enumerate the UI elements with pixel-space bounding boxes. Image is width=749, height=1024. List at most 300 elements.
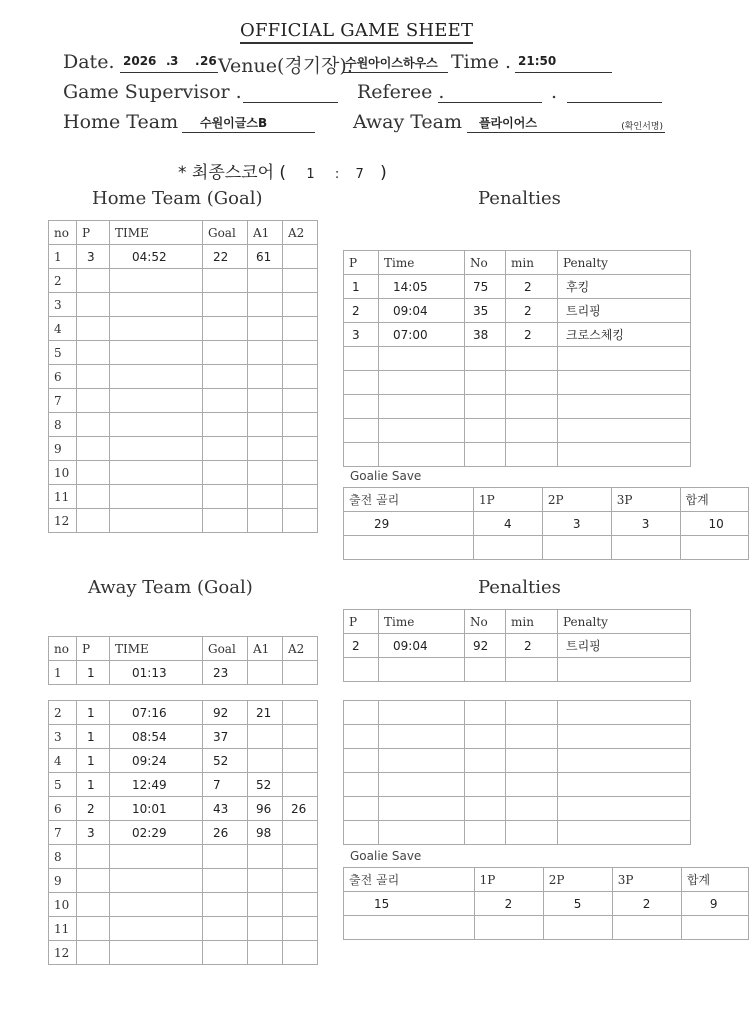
table-cell[interactable]: 2 [506,299,558,323]
table-cell[interactable] [283,725,318,749]
table-cell[interactable] [474,916,543,940]
table-row [344,371,691,395]
table-cell[interactable]: 04:52 [110,245,203,269]
table-cell[interactable] [110,845,203,869]
table-cell[interactable] [248,461,283,485]
table-cell[interactable] [379,347,465,371]
table-cell[interactable] [77,437,110,461]
table-cell[interactable] [283,485,318,509]
table-cell[interactable]: 4 [49,317,77,341]
table-row [344,916,749,940]
table-cell[interactable] [110,941,203,965]
table-cell[interactable]: 02:29 [110,821,203,845]
table-cell[interactable]: 2 [49,701,77,725]
table-cell[interactable] [612,916,681,940]
table-row [49,485,318,509]
table-cell[interactable] [506,749,558,773]
table-cell[interactable] [110,461,203,485]
table-cell[interactable] [465,797,506,821]
table-cell[interactable] [248,869,283,893]
table-cell[interactable]: 52 [203,749,248,773]
final-score-close: ) [380,163,387,183]
final-score-home: 1 [306,167,315,182]
table-cell[interactable]: 1 [77,701,110,725]
table-cell[interactable] [110,317,203,341]
table-cell[interactable]: 22 [203,245,248,269]
table-cell[interactable]: 트리핑 [558,634,691,658]
table-cell[interactable]: 3 [49,725,77,749]
column-header: Penalty [558,610,691,634]
table-cell[interactable] [77,365,110,389]
away-team-field[interactable] [467,112,665,133]
table-cell[interactable] [283,245,318,269]
table-cell[interactable]: 1 [77,773,110,797]
table-cell[interactable]: 37 [203,725,248,749]
table-cell[interactable] [379,797,465,821]
table-cell[interactable] [506,701,558,725]
table-cell[interactable]: 2 [474,892,543,916]
table-cell[interactable] [248,509,283,533]
table-cell[interactable] [506,371,558,395]
referee-label: Referee . [357,81,445,103]
table-cell[interactable] [344,371,379,395]
table-cell[interactable] [110,509,203,533]
table-cell[interactable] [558,443,691,467]
table-cell[interactable] [203,461,248,485]
table-cell[interactable] [465,371,506,395]
table-cell[interactable]: 2 [344,634,379,658]
table-cell[interactable]: 14:05 [379,275,465,299]
table-cell[interactable] [465,725,506,749]
table-cell[interactable]: 98 [248,821,283,845]
table-cell[interactable] [379,773,465,797]
table-cell[interactable] [77,293,110,317]
table-cell[interactable] [203,941,248,965]
table-cell[interactable] [379,701,465,725]
table-cell[interactable] [203,509,248,533]
table-cell[interactable]: 1 [77,749,110,773]
home-goalie-title: Goalie Save [350,469,422,483]
table-cell[interactable] [77,269,110,293]
table-cell[interactable] [379,725,465,749]
table-cell[interactable] [465,419,506,443]
table-cell[interactable] [558,701,691,725]
table-cell[interactable] [283,701,318,725]
table-cell[interactable] [248,269,283,293]
table-cell[interactable]: 07:16 [110,701,203,725]
table-cell[interactable]: 38 [465,323,506,347]
table-cell[interactable] [203,413,248,437]
table-cell[interactable]: 2 [344,299,379,323]
table-cell[interactable]: 후킹 [558,275,691,299]
table-cell[interactable] [344,443,379,467]
table-cell[interactable]: 2 [612,892,681,916]
table-cell[interactable] [77,941,110,965]
table-cell[interactable] [379,749,465,773]
table-cell[interactable]: 29 [344,512,474,536]
table-cell[interactable] [506,347,558,371]
table-cell[interactable] [681,916,748,940]
table-cell[interactable] [110,413,203,437]
table-cell[interactable] [248,317,283,341]
table-cell[interactable] [248,389,283,413]
table-cell[interactable]: 12 [49,941,77,965]
table-cell[interactable]: 트리핑 [558,299,691,323]
table-cell[interactable] [465,773,506,797]
table-cell[interactable] [465,443,506,467]
table-cell[interactable] [203,845,248,869]
table-cell[interactable]: 52 [248,773,283,797]
table-cell[interactable] [203,365,248,389]
column-header: No [465,610,506,634]
table-cell[interactable]: 6 [49,797,77,821]
table-cell[interactable]: 08:54 [110,725,203,749]
table-cell[interactable] [379,658,465,682]
table-cell[interactable] [474,536,543,560]
table-cell[interactable]: 5 [543,892,612,916]
table-cell[interactable] [77,389,110,413]
table-cell[interactable] [283,869,318,893]
table-cell[interactable] [203,893,248,917]
table-cell[interactable] [77,893,110,917]
table-cell[interactable]: 43 [203,797,248,821]
table-cell[interactable] [77,317,110,341]
table-cell[interactable] [110,269,203,293]
table-cell[interactable] [77,413,110,437]
table-cell[interactable]: 9 [681,892,748,916]
table-cell[interactable]: 2 [506,634,558,658]
table-cell[interactable]: 2 [77,797,110,821]
table-cell[interactable]: 11 [49,485,77,509]
table-cell[interactable] [248,413,283,437]
table-row [344,725,691,749]
table-row [344,419,691,443]
table-cell[interactable] [248,893,283,917]
table-cell[interactable]: 01:13 [110,661,203,685]
table-cell[interactable]: 2 [506,275,558,299]
table-cell[interactable]: 4 [474,512,543,536]
table-cell[interactable]: 15 [344,892,475,916]
table-cell[interactable]: 6 [49,365,77,389]
table-cell[interactable]: 2 [49,269,77,293]
home-goal-table [48,220,318,533]
table-cell[interactable]: 10 [49,893,77,917]
table-cell[interactable] [248,293,283,317]
table-cell[interactable] [558,797,691,821]
table-cell[interactable] [379,371,465,395]
table-cell[interactable]: 10 [49,461,77,485]
sign-note: (확인서명) [621,122,663,132]
table-cell[interactable]: 4 [49,749,77,773]
table-cell[interactable]: 21 [248,701,283,725]
table-cell[interactable] [465,347,506,371]
table-cell[interactable] [344,658,379,682]
table-row [49,821,318,845]
table-cell[interactable] [558,821,691,845]
supervisor-label: Game Supervisor . [63,81,242,103]
table-cell[interactable]: 3 [49,293,77,317]
table-cell[interactable]: 7 [203,773,248,797]
table-cell[interactable]: 9 [49,869,77,893]
table-cell[interactable]: 10 [680,512,748,536]
table-cell[interactable] [558,658,691,682]
table-cell[interactable]: 3 [542,512,611,536]
column-header: 3P [612,868,681,892]
table-cell[interactable] [506,419,558,443]
table-cell[interactable] [203,269,248,293]
referee2-field[interactable] [567,82,662,103]
table-cell[interactable] [506,395,558,419]
time-label: Time . [451,51,512,73]
table-cell[interactable] [344,797,379,821]
table-cell[interactable] [379,443,465,467]
table-cell[interactable] [77,461,110,485]
table-cell[interactable] [558,725,691,749]
table-cell[interactable] [344,419,379,443]
table-cell[interactable] [203,293,248,317]
table-cell[interactable] [77,845,110,869]
table-cell[interactable] [283,269,318,293]
table-cell[interactable]: 10:01 [110,797,203,821]
table-cell[interactable] [379,395,465,419]
table-cell[interactable] [465,821,506,845]
table-cell[interactable] [465,658,506,682]
referee-field[interactable] [438,82,542,103]
table-cell[interactable]: 09:04 [379,634,465,658]
table-row [49,389,318,413]
column-header: A1 [248,637,283,661]
table-cell[interactable] [77,341,110,365]
table-cell[interactable] [248,845,283,869]
table-cell[interactable]: 09:24 [110,749,203,773]
table-cell[interactable] [344,347,379,371]
table-row [344,821,691,845]
table-cell[interactable]: 12:49 [110,773,203,797]
table-cell[interactable] [506,773,558,797]
home-goal-title: Home Team (Goal) [92,188,263,209]
table-cell[interactable] [77,869,110,893]
column-header: 1P [474,868,543,892]
table-row [49,317,318,341]
table-cell[interactable] [506,725,558,749]
table-cell[interactable] [248,941,283,965]
table-cell[interactable] [379,821,465,845]
table-row [344,634,691,658]
supervisor-field[interactable] [243,82,338,103]
table-cell[interactable] [283,661,318,685]
table-cell[interactable] [344,916,475,940]
table-cell[interactable] [283,365,318,389]
table-cell[interactable] [344,725,379,749]
table-cell[interactable]: 92 [465,634,506,658]
table-cell[interactable] [248,661,283,685]
table-cell[interactable] [283,509,318,533]
table-cell[interactable] [110,293,203,317]
table-cell[interactable]: 12 [49,509,77,533]
table-cell[interactable] [558,347,691,371]
table-cell[interactable] [248,341,283,365]
table-cell[interactable]: 3 [77,821,110,845]
table-cell[interactable] [283,389,318,413]
table-cell[interactable] [203,485,248,509]
column-header: 3P [611,488,680,512]
table-cell[interactable] [379,419,465,443]
table-cell[interactable] [506,797,558,821]
table-cell[interactable] [203,869,248,893]
table-cell[interactable]: 61 [248,245,283,269]
final-score [178,158,387,183]
table-cell[interactable]: 1 [49,245,77,269]
table-cell[interactable]: 5 [49,341,77,365]
table-cell[interactable]: 1 [344,275,379,299]
table-cell[interactable]: 09:04 [379,299,465,323]
venue-field[interactable] [342,52,448,73]
table-cell[interactable] [283,773,318,797]
table-cell[interactable] [283,341,318,365]
table-cell[interactable]: 1 [77,661,110,685]
time-field[interactable] [515,52,612,73]
table-cell[interactable]: 96 [248,797,283,821]
column-header: A2 [283,637,318,661]
table-cell[interactable]: 07:00 [379,323,465,347]
date-day: 26 [200,54,217,68]
table-row [49,773,318,797]
table-cell[interactable]: 2 [506,323,558,347]
table-cell[interactable] [558,749,691,773]
away-penalties-table-extra [343,700,691,845]
table-cell[interactable] [506,821,558,845]
table-cell[interactable] [506,443,558,467]
table-cell[interactable]: 75 [465,275,506,299]
away-goal-table [48,700,318,965]
table-cell[interactable] [465,749,506,773]
table-cell[interactable] [283,437,318,461]
table-cell[interactable] [203,917,248,941]
table-cell[interactable]: 3 [77,245,110,269]
table-cell[interactable]: 8 [49,845,77,869]
table-row [344,536,749,560]
home-team-field[interactable] [182,112,315,133]
date-year: 2026 [123,54,157,68]
table-cell[interactable] [680,536,748,560]
table-row [49,365,318,389]
table-cell[interactable]: 1 [49,661,77,685]
table-cell[interactable] [77,485,110,509]
table-cell[interactable] [344,749,379,773]
table-cell[interactable] [542,536,611,560]
table-cell[interactable] [203,437,248,461]
table-cell[interactable] [283,293,318,317]
table-cell[interactable]: 3 [611,512,680,536]
table-cell[interactable] [110,485,203,509]
table-cell[interactable] [465,701,506,725]
table-cell[interactable] [465,395,506,419]
table-cell[interactable]: 35 [465,299,506,323]
table-cell[interactable] [77,917,110,941]
table-cell[interactable] [283,941,318,965]
table-cell[interactable] [344,536,474,560]
table-cell[interactable]: 9 [49,437,77,461]
date-label: Date. [63,51,115,73]
table-cell[interactable] [558,419,691,443]
table-cell[interactable]: 5 [49,773,77,797]
table-cell[interactable] [248,485,283,509]
table-cell[interactable]: 92 [203,701,248,725]
table-cell[interactable] [248,917,283,941]
table-cell[interactable]: 7 [49,389,77,413]
column-header: 2P [543,868,612,892]
table-cell[interactable] [110,917,203,941]
table-cell[interactable] [283,917,318,941]
table-cell[interactable] [283,317,318,341]
table-row [49,245,318,269]
table-cell[interactable] [344,821,379,845]
table-cell[interactable]: 26 [203,821,248,845]
table-cell[interactable] [283,893,318,917]
table-cell[interactable] [203,389,248,413]
table-cell[interactable] [283,749,318,773]
column-header: 1P [474,488,543,512]
table-cell[interactable] [248,725,283,749]
table-cell[interactable] [283,413,318,437]
column-header: TIME [110,221,203,245]
table-cell[interactable] [110,365,203,389]
table-row [49,941,318,965]
referee-separator: . [551,81,558,103]
table-cell[interactable] [110,869,203,893]
table-cell[interactable] [506,658,558,682]
table-cell[interactable] [344,773,379,797]
table-cell[interactable] [543,916,612,940]
table-cell[interactable]: 크로스체킹 [558,323,691,347]
table-cell[interactable]: 23 [203,661,248,685]
table-cell[interactable] [203,317,248,341]
table-cell[interactable]: 1 [77,725,110,749]
column-header: 합계 [680,488,748,512]
table-row [344,395,691,419]
venue-label: Venue(경기장). [218,55,353,77]
table-row [49,509,318,533]
table-cell[interactable] [611,536,680,560]
column-header: P [344,251,379,275]
table-cell[interactable]: 3 [344,323,379,347]
table-cell[interactable] [110,893,203,917]
table-cell[interactable]: 7 [49,821,77,845]
table-cell[interactable]: 26 [283,797,318,821]
table-cell[interactable] [344,701,379,725]
table-cell[interactable] [248,437,283,461]
table-cell[interactable] [110,437,203,461]
table-cell[interactable] [248,365,283,389]
table-cell[interactable] [110,389,203,413]
table-cell[interactable]: 11 [49,917,77,941]
table-cell[interactable] [558,371,691,395]
table-cell[interactable] [283,461,318,485]
table-cell[interactable]: 8 [49,413,77,437]
date-field[interactable]: 2026 . 3 . 26 [120,52,218,73]
sheet-title: OFFICIAL GAME SHEET [240,20,473,44]
table-cell[interactable] [77,509,110,533]
table-cell[interactable] [283,821,318,845]
table-cell[interactable] [558,773,691,797]
table-cell[interactable] [110,341,203,365]
table-cell[interactable] [203,341,248,365]
table-cell[interactable] [344,395,379,419]
column-header: 출전 골리 [344,488,474,512]
table-cell[interactable] [558,395,691,419]
table-cell[interactable] [283,845,318,869]
table-cell[interactable] [248,749,283,773]
